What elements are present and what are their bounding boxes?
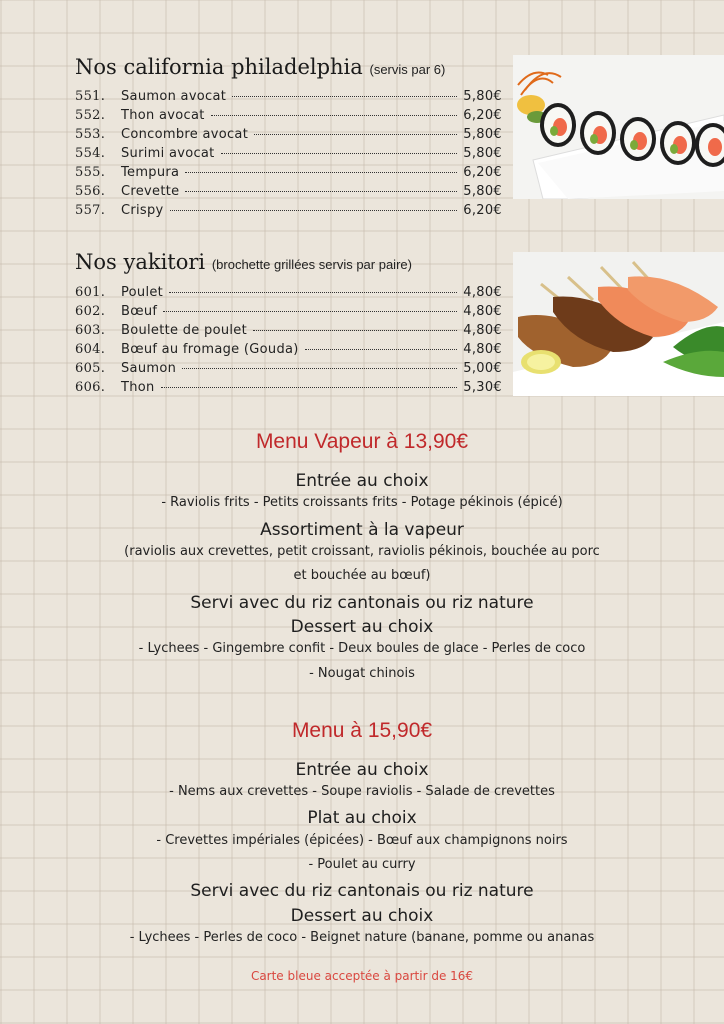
menu-item bbox=[75, 127, 502, 146]
item-name: Saumon bbox=[121, 361, 177, 376]
item-number: 605. bbox=[75, 361, 106, 376]
menu-item bbox=[75, 165, 502, 184]
item-number: 555. bbox=[75, 165, 106, 180]
dot-leader bbox=[163, 311, 457, 312]
item-number: 554. bbox=[75, 146, 106, 161]
menu-vapeur-dessert-line1: - Lychees - Gingembre confit - Deux boules de glace - Perles de coco bbox=[138, 641, 586, 656]
menu-item bbox=[75, 361, 502, 380]
item-price: 6,20€ bbox=[463, 165, 502, 180]
item-name: Thon avocat bbox=[121, 108, 205, 123]
item-number: 601. bbox=[75, 285, 106, 300]
menu-item bbox=[75, 203, 502, 222]
item-name: Boulette de poulet bbox=[121, 323, 247, 338]
menu-item bbox=[75, 342, 502, 361]
dot-leader bbox=[232, 96, 457, 97]
dot-leader bbox=[182, 368, 457, 369]
menu-item bbox=[75, 108, 502, 127]
menu-1590-title: Menu à 15,90€ bbox=[291, 719, 433, 742]
menu-vapeur-vapeur-heading: Assortiment à la vapeur bbox=[260, 520, 464, 540]
item-price: 4,80€ bbox=[463, 285, 502, 300]
item-number: 557. bbox=[75, 203, 106, 218]
menu-vapeur-vapeur-line2: et bouchée au bœuf) bbox=[293, 568, 431, 583]
california-subtitle: (servis par 6) bbox=[369, 62, 446, 77]
yakitori-menu-list bbox=[75, 285, 502, 399]
yakitori-illustration bbox=[513, 252, 724, 396]
sushi-illustration bbox=[513, 55, 724, 199]
dot-leader bbox=[169, 292, 457, 293]
item-name: Poulet bbox=[121, 285, 164, 300]
menu-1590-plat-line2: - Poulet au curry bbox=[308, 857, 416, 872]
menu-vapeur-vapeur-line1: (raviolis aux crevettes, petit croissant, raviolis pékinois, bouchée au porc bbox=[124, 544, 600, 559]
item-name: Saumon avocat bbox=[121, 89, 227, 104]
menu-item bbox=[75, 184, 502, 203]
item-number: 604. bbox=[75, 342, 106, 357]
california-title: Nos california philadelphia bbox=[75, 55, 363, 79]
menu-1590-entree-options: - Nems aux crevettes - Soupe raviolis - Salade de crevettes bbox=[169, 784, 555, 799]
yakitori-subtitle: (brochette grillées servis par paire) bbox=[211, 257, 412, 272]
dot-leader bbox=[170, 210, 458, 211]
menu-vapeur-entree-heading: Entrée au choix bbox=[295, 471, 429, 491]
item-price: 5,80€ bbox=[463, 127, 502, 142]
item-name: Crispy bbox=[121, 203, 164, 218]
item-price: 5,80€ bbox=[463, 146, 502, 161]
footer-note: Carte bleue acceptée à partir de 16€ bbox=[250, 969, 474, 983]
menu-vapeur-dessert-line2: - Nougat chinois bbox=[309, 666, 415, 681]
dot-leader bbox=[211, 115, 458, 116]
menu-vapeur-entree-options: - Raviolis frits - Petits croissants frits - Potage pékinois (épicé) bbox=[161, 495, 563, 510]
item-name: Bœuf bbox=[121, 304, 158, 319]
dot-leader bbox=[221, 153, 458, 154]
dot-leader bbox=[254, 134, 457, 135]
item-price: 5,80€ bbox=[463, 184, 502, 199]
menu-1590-riz-heading: Servi avec du riz cantonais ou riz nature bbox=[190, 881, 534, 901]
california-roll-photo bbox=[513, 55, 724, 199]
item-price: 5,80€ bbox=[463, 89, 502, 104]
menu-1590-plat-line1: - Crevettes impériales (épicées) - Bœuf aux champignons noirs bbox=[156, 833, 568, 848]
item-number: 603. bbox=[75, 323, 106, 338]
menu-vapeur-riz-heading: Servi avec du riz cantonais ou riz nature bbox=[190, 593, 534, 613]
yakitori-photo bbox=[513, 252, 724, 396]
item-price: 6,20€ bbox=[463, 203, 502, 218]
menu-1590-dessert-heading: Dessert au choix bbox=[290, 906, 434, 926]
item-number: 552. bbox=[75, 108, 106, 123]
dot-leader bbox=[185, 191, 457, 192]
item-name: Tempura bbox=[121, 165, 180, 180]
menu-1590-plat-heading: Plat au choix bbox=[307, 808, 417, 828]
item-price: 4,80€ bbox=[463, 323, 502, 338]
menu-vapeur-dessert-heading: Dessert au choix bbox=[290, 617, 434, 637]
menu-item bbox=[75, 285, 502, 304]
item-price: 4,80€ bbox=[463, 342, 502, 357]
item-name: Crevette bbox=[121, 184, 180, 199]
dot-leader bbox=[161, 387, 458, 388]
yakitori-section-title bbox=[75, 250, 412, 274]
menu-1590-entree-heading: Entrée au choix bbox=[295, 760, 429, 780]
item-price: 4,80€ bbox=[463, 304, 502, 319]
item-number: 551. bbox=[75, 89, 106, 104]
menu-item bbox=[75, 380, 502, 399]
menu-item bbox=[75, 146, 502, 165]
item-name: Thon bbox=[121, 380, 155, 395]
item-price: 5,30€ bbox=[463, 380, 502, 395]
dot-leader bbox=[305, 349, 458, 350]
item-number: 553. bbox=[75, 127, 106, 142]
item-name: Concombre avocat bbox=[121, 127, 249, 142]
menu-1590-dessert-line1: - Lychees - Perles de coco - Beignet nature (banane, pomme ou ananas bbox=[129, 930, 595, 945]
menu-vapeur-title: Menu Vapeur à 13,90€ bbox=[255, 430, 469, 453]
item-number: 606. bbox=[75, 380, 106, 395]
menu-item bbox=[75, 323, 502, 342]
menu-item bbox=[75, 89, 502, 108]
dot-leader bbox=[185, 172, 457, 173]
item-price: 5,00€ bbox=[463, 361, 502, 376]
item-number: 556. bbox=[75, 184, 106, 199]
item-number: 602. bbox=[75, 304, 106, 319]
item-name: Bœuf au fromage (Gouda) bbox=[121, 342, 299, 357]
item-price: 6,20€ bbox=[463, 108, 502, 123]
yakitori-title: Nos yakitori bbox=[75, 250, 206, 274]
dot-leader bbox=[253, 330, 457, 331]
california-menu-list bbox=[75, 89, 502, 222]
california-section-title bbox=[75, 55, 445, 79]
menu-item bbox=[75, 304, 502, 323]
item-name: Surimi avocat bbox=[121, 146, 215, 161]
